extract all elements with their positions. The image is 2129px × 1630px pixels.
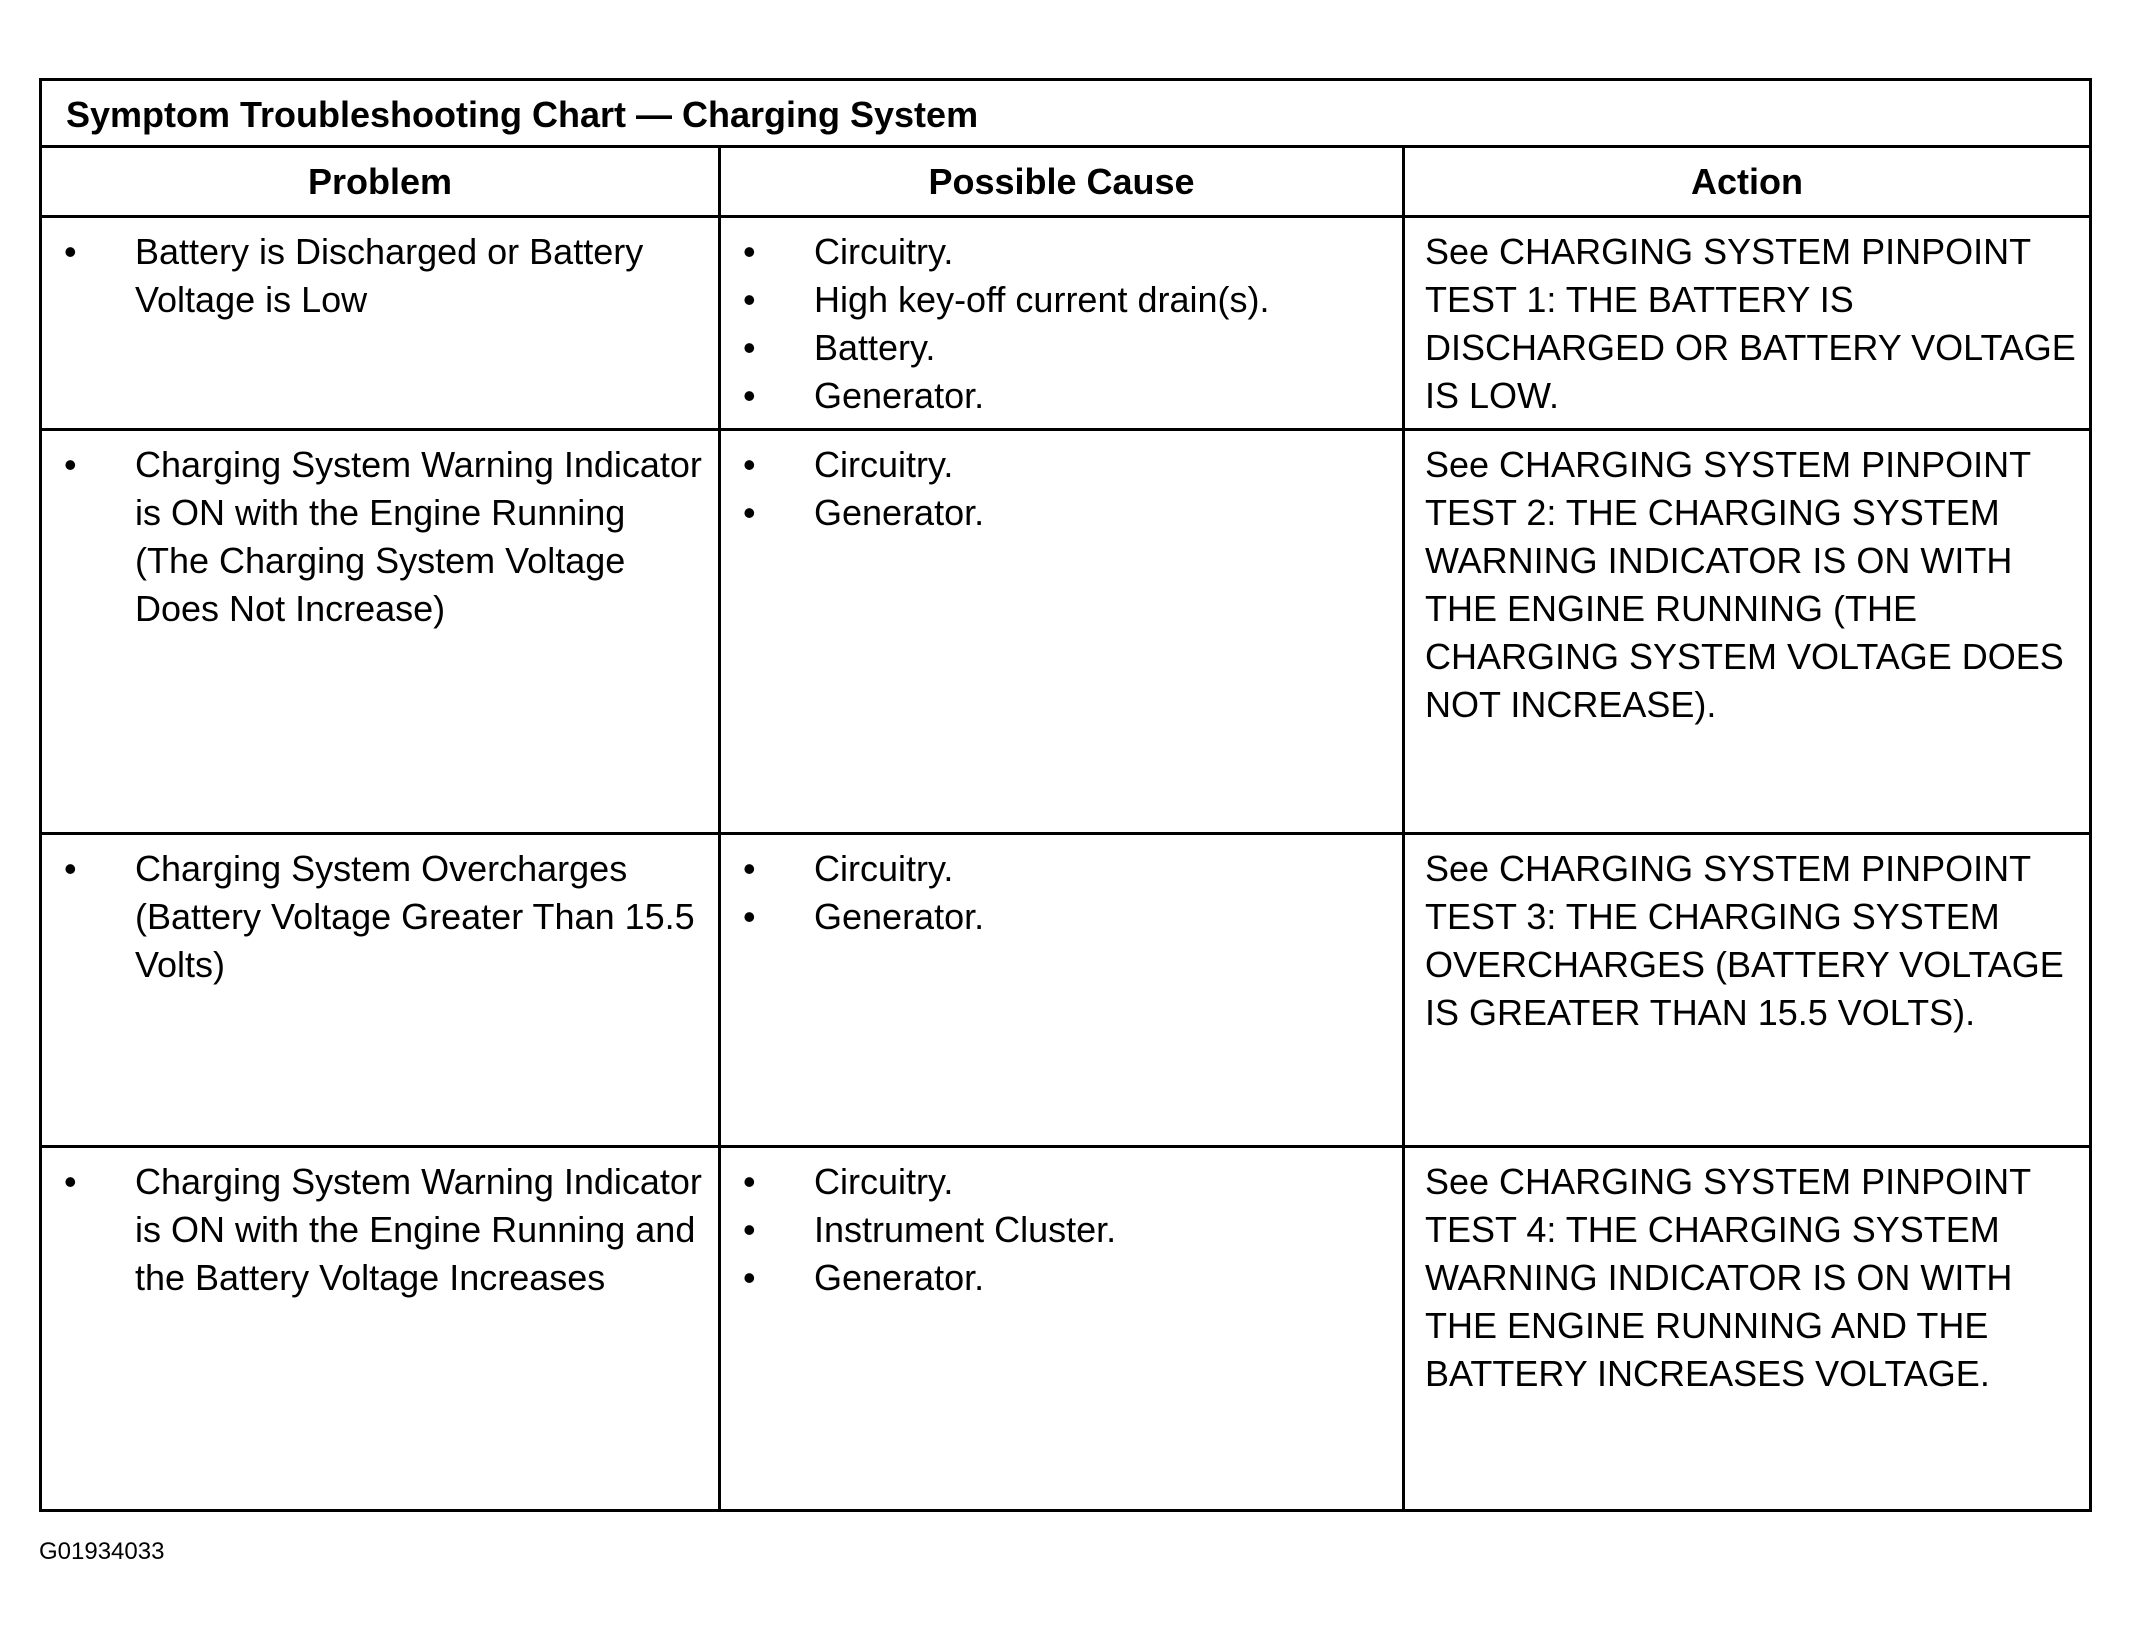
cause-item: • Circuitry. xyxy=(721,228,1402,276)
chart-title: Symptom Troubleshooting Chart — Charging System xyxy=(42,81,2089,148)
action-text: See CHARGING SYSTEM PINPOINT TEST 1: THE BATTERY IS DISCHARGED OR BATTERY VOLTAGE IS LOW. xyxy=(1425,231,2076,416)
action-cell xyxy=(1405,835,2089,1148)
cause-item: • Generator. xyxy=(721,372,1402,420)
problem-cell xyxy=(42,218,721,431)
cause-cell xyxy=(721,218,1405,431)
action-text: See CHARGING SYSTEM PINPOINT TEST 2: THE CHARGING SYSTEM WARNING INDICATOR IS ON WITH THE ENGINE RUNNING (THE CHARGING SYSTEM VOLTAGE DOES NOT INCREASE). xyxy=(1425,444,2064,725)
column-header-problem: Problem xyxy=(42,148,721,218)
cause-item: • Circuitry. xyxy=(721,845,1402,893)
cause-item: • Battery. xyxy=(721,324,1402,372)
cause-cell xyxy=(721,835,1405,1148)
action-cell xyxy=(1405,431,2089,835)
action-text: See CHARGING SYSTEM PINPOINT TEST 4: THE CHARGING SYSTEM WARNING INDICATOR IS ON WITH THE ENGINE RUNNING AND THE BATTERY INCREASES VOLTAGE. xyxy=(1425,1161,2031,1394)
problem-text: • Charging System Overcharges (Battery Voltage Greater Than 15.5 Volts) xyxy=(42,845,718,989)
column-header-possible-cause: Possible Cause xyxy=(721,148,1405,218)
troubleshooting-chart xyxy=(39,78,2092,1512)
cause-cell xyxy=(721,431,1405,835)
cause-item: • Generator. xyxy=(721,893,1402,941)
column-header-action: Action xyxy=(1405,148,2089,218)
action-cell xyxy=(1405,218,2089,431)
problem-text: • Battery is Discharged or Battery Voltage is Low xyxy=(42,228,718,324)
problem-cell xyxy=(42,431,721,835)
chart-table xyxy=(42,148,2089,1509)
cause-item: • Circuitry. xyxy=(721,1158,1402,1206)
cause-item: • High key-off current drain(s). xyxy=(721,276,1402,324)
figure-id: G01934033 xyxy=(39,1538,165,1565)
problem-cell xyxy=(42,1148,721,1509)
cause-cell xyxy=(721,1148,1405,1509)
problem-text: • Charging System Warning Indicator is ON with the Engine Running (The Charging System Voltage Does Not Increase) xyxy=(42,441,718,633)
problem-text: • Charging System Warning Indicator is ON with the Engine Running and the Battery Voltage Increases xyxy=(42,1158,718,1302)
cause-item: • Generator. xyxy=(721,489,1402,537)
cause-item: • Generator. xyxy=(721,1254,1402,1302)
cause-item: • Instrument Cluster. xyxy=(721,1206,1402,1254)
cause-item: • Circuitry. xyxy=(721,441,1402,489)
problem-cell xyxy=(42,835,721,1148)
action-cell xyxy=(1405,1148,2089,1509)
action-text: See CHARGING SYSTEM PINPOINT TEST 3: THE CHARGING SYSTEM OVERCHARGES (BATTERY VOLTAGE IS GREATER THAN 15.5 VOLTS). xyxy=(1425,848,2064,1033)
